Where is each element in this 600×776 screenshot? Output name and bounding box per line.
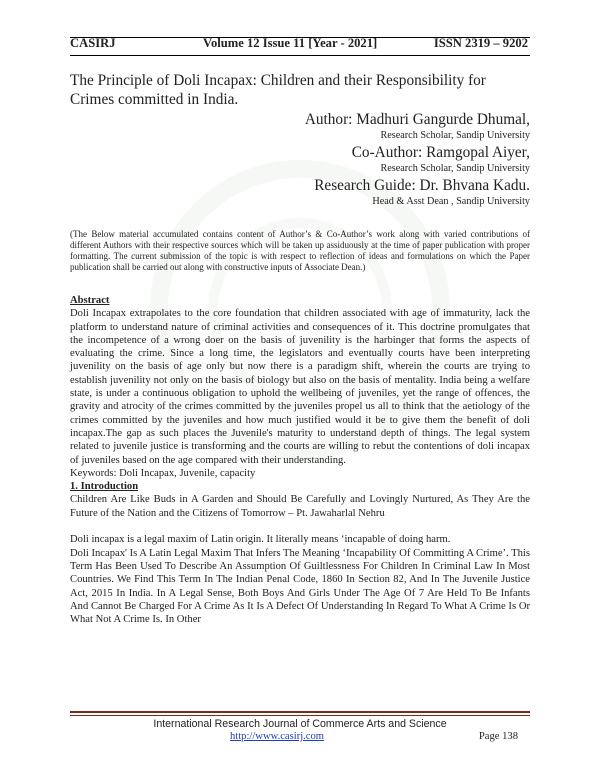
journal-website-link[interactable]: http://www.casirj.com [230,731,325,742]
header-divider [70,55,530,56]
keywords: Keywords: Doli Incapax, Juvenile, capacity [70,467,256,479]
nehru-quote: Children Are Like Buds in A Garden and Should Be Carefully and Lovingly Nurtured, As They Are the Future of the Nation and the Citizens of Tomorrow – Pt. Jawaharlal Nehru [70,494,530,519]
intro-paragraph-1: Doli incapax is a legal maxim of Latin origin. It literally means ‘incapable of doing harm. [70,534,451,546]
coauthor-affiliation: Research Scholar, Sandip University [380,163,530,174]
page-header [70,36,530,50]
volume-info: Volume 12 Issue 11 [Year - 2021] [203,36,378,50]
abstract-text: Doli Incapax extrapolates to the core foundation that children associated with age of immaturity, lack the platform to understand nature of criminal activities and consequences of it. This doctrine promulgates that the incompetence of a wrong doer on the basis of juvenility is the harbinger that forms the aspects of evaluating the crime. Since a long time, the legislators and eventually courts have been interpreting juvenility on the basis of age only but now there is a paradigm shift, wherein the courts are trying to establish juvenility not only on the basis of biology but also on the basis of mentality. India being a welfare state, is under a continuous obligation to uphold the wellbeing of juveniles, yet the range of offences, the gravity and atrocity of the crimes committed by the juveniles propel us all to think that the aetiology of the crimes committed by the juveniles and how much justified would it be to give them the benefit of doli incapax.The gap as such places the Juvenile's maturity to understand depth of things. The legal system related to juvenile justice is transforming and the courts are willing to rebut the contentions of doli incapax of juveniles based on the age compared with their understanding. [70,308,530,466]
guide-affiliation: Head & Asst Dean , Sandip University [372,196,530,207]
footer-divider-thin [70,715,530,716]
footer-divider [70,711,530,713]
submission-note: (The Below material accumulated contains content of Author’s & Co-Author’s work along with varied contributions of different Authors with their respective sources which will be taken up assiduously at the time of paper publication with proper formatting. The current submission of the topic is with respect to reflection of ideas and formulations on which the Paper publication shall be carried out along with constructive inputs of Associate Dean.) [70,229,530,272]
journal-abbrev: CASIRJ [70,36,116,50]
abstract-heading: Abstract [70,295,110,306]
intro-paragraph-2: Doli Incapax' Is A Latin Legal Maxim That Infers The Meaning ‘Incapability Of Committing A Crime’. This Term Has Been Used To Describe An Assumption Of Guiltlessness For Children In Criminal Law In Most Countries. We Find This Term In The Indian Penal Code, 1860 In Section 82, And In The Juvenile Justice Act, 2015 In India. In A Legal Sense, Both Boys And Girls Under The Age Of 7 Are Held To Be Infants And Cannot Be Charged For A Crime As It Is A Defect Of Understanding In Regard To What A Crime Is Or What Not A Crime Is. In Other [70,547,530,626]
guide-name: Research Guide: Dr. Bhvana Kadu. [314,177,530,194]
footer-journal-name: International Research Journal of Commerce Arts and Science [153,718,447,730]
introduction-heading: 1. Introduction [70,481,139,493]
author-block [305,110,530,209]
coauthor-name: Co-Author: Ramgopal Aiyer, [351,144,530,161]
paper-body [70,294,530,626]
author-affiliation: Research Scholar, Sandip University [380,130,530,141]
paper-title: The Principle of Doli Incapax: Children and their Responsibility for Crimes committed in India. [70,72,486,108]
author-name: Author: Madhuri Gangurde Dhumal, [304,111,530,128]
page-number: Page 138 [478,731,518,742]
issn: ISSN 2319 – 9202 [433,36,528,50]
